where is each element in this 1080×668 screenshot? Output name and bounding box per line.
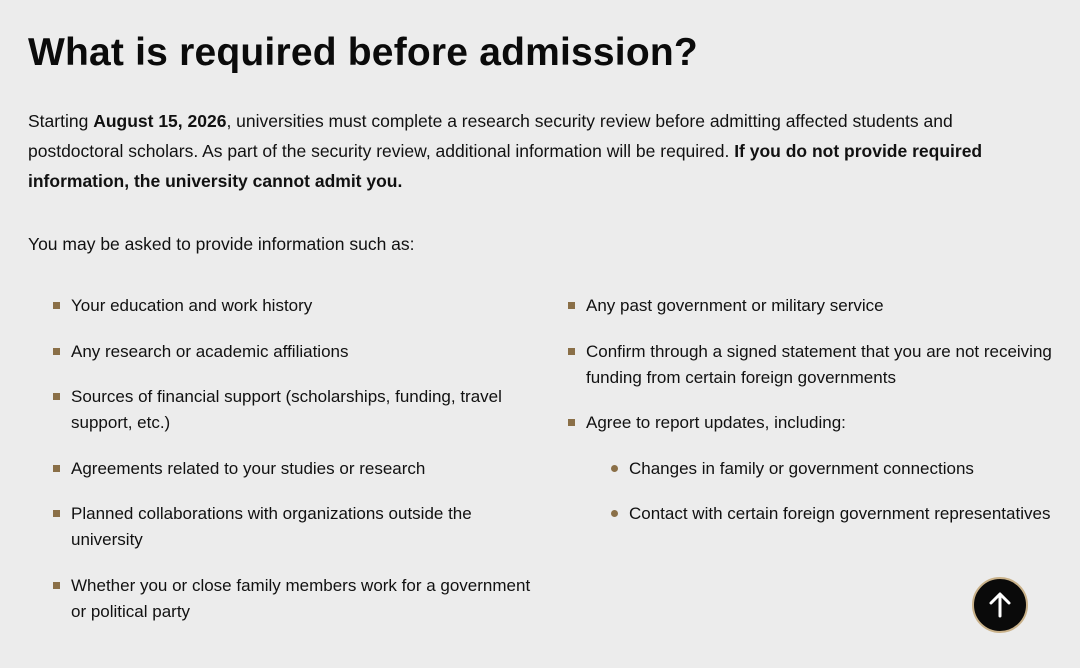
square-bullet-icon (568, 419, 575, 426)
requirements-list-right (568, 293, 1068, 547)
square-bullet-icon (53, 510, 60, 517)
list-item-text: Planned collaborations with organizations outside the university (71, 504, 472, 549)
info-prompt: You may be asked to provide information such as: (28, 234, 415, 254)
list-item-text: Your education and work history (71, 296, 313, 315)
intro-paragraph (28, 106, 1038, 196)
square-bullet-icon (53, 393, 60, 400)
intro-text-start: Starting (28, 111, 94, 131)
round-bullet-icon (611, 510, 618, 517)
list-item-text: Agreements related to your studies or research (71, 458, 426, 478)
intro-date: August 15, 2026 (93, 111, 227, 131)
square-bullet-icon (53, 302, 60, 309)
list-item (53, 501, 533, 553)
square-bullet-icon (568, 302, 575, 309)
back-to-top-button[interactable] (972, 577, 1028, 633)
list-item-text: Whether you or close family members work for a government or political party (71, 575, 531, 621)
requirements-list-left (53, 293, 533, 644)
list-item-text: Confirm through a signed statement that you are not receiving funding from certain foreign governments (586, 341, 1052, 387)
sub-list-item-text: Changes in family or government connections (629, 458, 974, 478)
list-item (53, 456, 533, 482)
intro-warning: If you do not provide required information, the university cannot admit you. (28, 141, 983, 191)
list-item (568, 339, 1068, 391)
list-item-text: Sources of financial support (scholarships, funding, travel support, etc.) (71, 387, 502, 432)
sub-list-item (611, 456, 1068, 482)
list-item-text: Any research or academic affiliations (71, 341, 349, 361)
round-bullet-icon (611, 465, 618, 472)
list-item (53, 339, 533, 365)
arrow-up-icon (987, 591, 1013, 619)
sub-list-item-text: Contact with certain foreign government representatives (629, 504, 1051, 523)
list-item-text: Agree to report updates, including: (586, 413, 846, 432)
report-updates-sublist (586, 456, 1068, 528)
square-bullet-icon (53, 582, 60, 589)
list-item (53, 573, 533, 625)
square-bullet-icon (568, 348, 575, 355)
page-heading: What is required before admission? (28, 31, 698, 74)
intro-text-middle: , universities must complete a research security review before admitting affected students and postdoctoral scholars. As part of the security review, additional information will be required. (28, 111, 953, 161)
list-item (53, 293, 533, 319)
sub-list-item (611, 501, 1068, 527)
list-item (53, 384, 533, 436)
list-item-text: Any past government or military service (586, 296, 884, 315)
list-item (568, 410, 1068, 527)
list-item (568, 293, 1068, 319)
square-bullet-icon (53, 348, 60, 355)
square-bullet-icon (53, 465, 60, 472)
